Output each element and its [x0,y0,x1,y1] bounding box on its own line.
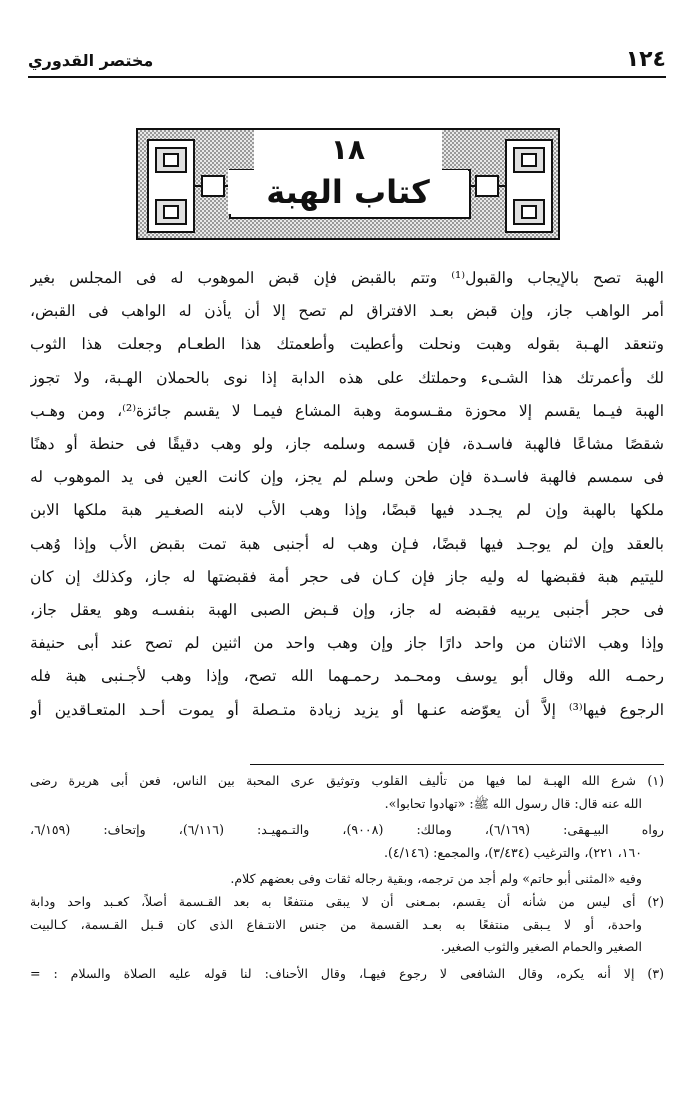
chapter-title: كتاب الهبة [228,170,468,214]
book-title: مختصر القدوري [28,51,154,70]
text-line: رحمـه الله وقال أبو يوسف ومحـمد رحمـهما الله تصح، وإذا وهب لأجـنبى هبة فله [30,667,664,686]
footnote-line: ١٦٠، ٢٢١)، والترغيب (٣/٤٣٤)، والمجمع: (٤/١٤٦). [384,844,642,860]
running-header [28,42,666,78]
text-line: لليتيم هبة فقبضها له وليه جاز فإن كـان فى حجر أمة فقبضتها له جاز، وكذلك إن كان [30,567,664,586]
text-line: وتنعقد الهـبة بقوله وهبت ونحلت وأعطيت وأطعمتك هذا الطعـام وجعلت هذا الثوب [30,335,664,354]
footnote-line: الله عنه قال: قال رسول الله ﷺ: «تهادوا تحابوا». [384,795,642,811]
text-line: شقصًا مشاعًا فالهبة فاسـدة، فإن قسمه وسلمه جاز، ولو وهب دقيقًا فى حنطة أو دهنًا [30,435,664,454]
text-line: فى سمسم فالهبة فاسـدة فإن طحن وسلم لم يجز، وإن كانت العين فى يد الموهوب له [30,468,664,487]
text-line: لك وأعمرتك هذا الشـىء وحملتك على هذه الدابة إذا نوى بالحملان الهـبة، ولا تجوز [30,368,664,387]
text-line: وإذا وهب الاثنان من واحد دارًا جاز وإن وهب واحد من اثنين لم تصح عند أبى حنيفة [30,634,664,653]
page-number: ١٢٤ [625,47,666,72]
text-line: أمر الواهب جاز، وإن قبض بعـد الافتراق لم تصح إلا أن يأذن له الواهب فى القبض، [30,302,664,321]
footnote-divider [250,764,664,765]
footnote-line: (٣) إلا أنه يكره، وقال الشافعى لا رجوع فيهـا، وقال الأحناف: لنا قوله عليه الصلاة والسلام : = [30,965,664,981]
text-line: الهبة فيـما يقسم إلا محوزة مقـسومة وهبة المشاع فيمـا لا يقسم جائزة⁽²⁾، ومن وهـب [30,401,664,420]
footnote-line: رواه البيـهقى: (٦/١٦٩)، ومالك: (٩٠٠٨)، والتـمهيـد: (٦/١١٦)، وإتحاف: (٦/١٥٩، [30,822,664,838]
text-line: بالعقد وإن لم يوجـد فيها قبضًا، فـإن وهب له أجنبى هبة تمت بقبض الأب وإذا وُهب [30,534,664,553]
footnote-line: (٢) أى ليس من شأنه أن يقسم، بمـعنى أن لا يبقى منتفعًا به بعد القـسمة أصلاً، كعـبد واحد ودابة [30,893,664,909]
text-line: الرجوع فيها⁽³⁾ إلاَّ أن يعوّضه عنـها أو يزيد زيادة متـصلة أو يموت أحـد المتعـاقدين أو [30,700,664,719]
main-text [30,262,664,727]
footnote-line: (١) شرع الله الهبـة لما فيها من تأليف القلوب وتوثيق عرى المحبة بين الناس، فعن أبى هريرة رضى [30,773,664,788]
footnotes [30,770,664,985]
footnote-line: واحدة، أو لا يـبقى منتفعًا به بعـد القسمة من جنس الانتـفاع الذى كان قـبل القـسمة، كـالبيت [30,916,642,932]
footnote-line: وفيه «المثنى أبو حاتم» ولم أجد من ترجمه، وبقية رجاله ثقات وفى بعضهم كلام. [230,871,642,887]
footnote-line: الصغير والحمام الصغير والثوب الصغير. [440,939,642,955]
text-line: الهبة تصح بالإيجاب والقبول⁽¹⁾ وتتم بالقبض فإن قبض الموهوب له فى المجلس بغير [30,269,664,287]
chapter-number: ١٨ [254,130,442,170]
text-line: ملكها بالهبة وإن لم يجـدد فيها قبضًا، وإذا وهب الأب لابنه الصغـير هبة ملكها الابن [30,501,664,520]
text-line: فى حجر أجنبى يربيه فقبضه له جاز، وإن قـبض الصبى الهبة بنفسـه وهو يعقل جاز، [30,601,664,620]
